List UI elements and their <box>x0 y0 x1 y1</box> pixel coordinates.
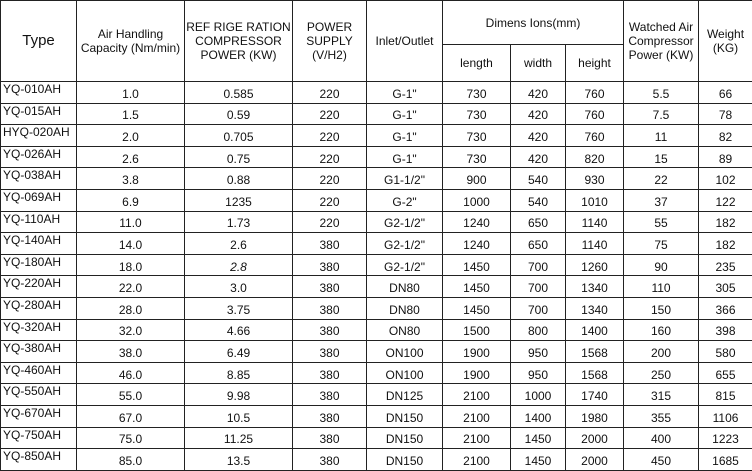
width-cell: 800 <box>511 319 566 341</box>
type-cell: HYQ-020AH <box>1 125 77 147</box>
weight-cell: 78 <box>699 103 752 125</box>
weight-cell: 580 <box>699 341 752 363</box>
watched-power-cell: 110 <box>624 276 699 298</box>
height-cell: 1400 <box>566 319 624 341</box>
ref-power-cell: 3.0 <box>185 276 293 298</box>
table-row <box>1 103 752 125</box>
weight-cell: 815 <box>699 384 752 406</box>
table-row <box>1 82 752 104</box>
capacity-cell: 6.9 <box>77 189 185 211</box>
width-cell: 950 <box>511 341 566 363</box>
length-cell: 730 <box>443 146 511 168</box>
header-watched-power: Watched Air Compressor Power (KW) <box>624 1 699 82</box>
width-cell: 420 <box>511 146 566 168</box>
power-supply-cell: 380 <box>293 233 367 255</box>
length-cell: 2100 <box>443 449 511 471</box>
table-row <box>1 319 752 341</box>
watched-power-cell: 7.5 <box>624 103 699 125</box>
height-cell: 820 <box>566 146 624 168</box>
power-supply-cell: 380 <box>293 449 367 471</box>
watched-power-cell: 315 <box>624 384 699 406</box>
length-cell: 730 <box>443 82 511 104</box>
table-row <box>1 362 752 384</box>
inlet-outlet-cell: DN150 <box>367 427 443 449</box>
height-cell: 1568 <box>566 362 624 384</box>
weight-cell: 398 <box>699 319 752 341</box>
length-cell: 900 <box>443 168 511 190</box>
power-supply-cell: 220 <box>293 211 367 233</box>
type-cell: YQ-069AH <box>1 189 77 211</box>
height-cell: 1740 <box>566 384 624 406</box>
capacity-cell: 38.0 <box>77 341 185 363</box>
height-cell: 1980 <box>566 405 624 427</box>
capacity-cell: 32.0 <box>77 319 185 341</box>
watched-power-cell: 15 <box>624 146 699 168</box>
watched-power-cell: 90 <box>624 254 699 276</box>
table-row <box>1 405 752 427</box>
height-cell: 760 <box>566 82 624 104</box>
type-cell: YQ-026AH <box>1 146 77 168</box>
type-cell: YQ-180AH <box>1 254 77 276</box>
watched-power-cell: 75 <box>624 233 699 255</box>
table-row <box>1 341 752 363</box>
height-cell: 1140 <box>566 211 624 233</box>
type-cell: YQ-110AH <box>1 211 77 233</box>
watched-power-cell: 200 <box>624 341 699 363</box>
capacity-cell: 85.0 <box>77 449 185 471</box>
type-cell: YQ-750AH <box>1 427 77 449</box>
width-cell: 420 <box>511 103 566 125</box>
width-cell: 700 <box>511 276 566 298</box>
width-cell: 1450 <box>511 449 566 471</box>
capacity-cell: 2.0 <box>77 125 185 147</box>
height-cell: 2000 <box>566 427 624 449</box>
capacity-cell: 14.0 <box>77 233 185 255</box>
type-cell: YQ-460AH <box>1 362 77 384</box>
inlet-outlet-cell: G-1" <box>367 82 443 104</box>
width-cell: 540 <box>511 168 566 190</box>
height-cell: 930 <box>566 168 624 190</box>
header-inlet-outlet: Inlet/Outlet <box>367 1 443 82</box>
ref-power-cell: 3.75 <box>185 297 293 319</box>
header-row-top <box>1 1 752 45</box>
width-cell: 950 <box>511 362 566 384</box>
inlet-outlet-cell: DN125 <box>367 384 443 406</box>
inlet-outlet-cell: DN80 <box>367 276 443 298</box>
inlet-outlet-cell: G2-1/2" <box>367 233 443 255</box>
type-cell: YQ-015AH <box>1 103 77 125</box>
height-cell: 1340 <box>566 297 624 319</box>
power-supply-cell: 220 <box>293 82 367 104</box>
length-cell: 730 <box>443 125 511 147</box>
length-cell: 1500 <box>443 319 511 341</box>
capacity-cell: 11.0 <box>77 211 185 233</box>
weight-cell: 66 <box>699 82 752 104</box>
weight-cell: 1685 <box>699 449 752 471</box>
weight-cell: 82 <box>699 125 752 147</box>
power-supply-cell: 380 <box>293 254 367 276</box>
table-row <box>1 276 752 298</box>
power-supply-cell: 380 <box>293 341 367 363</box>
power-supply-cell: 380 <box>293 276 367 298</box>
width-cell: 1000 <box>511 384 566 406</box>
table-row <box>1 233 752 255</box>
header-dimensions: Dimens Ions(mm) <box>443 1 624 45</box>
width-cell: 1450 <box>511 427 566 449</box>
power-supply-cell: 380 <box>293 362 367 384</box>
length-cell: 1450 <box>443 254 511 276</box>
header-width: width <box>511 45 566 82</box>
table-row <box>1 189 752 211</box>
capacity-cell: 22.0 <box>77 276 185 298</box>
watched-power-cell: 55 <box>624 211 699 233</box>
height-cell: 1340 <box>566 276 624 298</box>
length-cell: 2100 <box>443 427 511 449</box>
height-cell: 1140 <box>566 233 624 255</box>
height-cell: 760 <box>566 125 624 147</box>
weight-cell: 1106 <box>699 405 752 427</box>
table-row <box>1 168 752 190</box>
table-row <box>1 254 752 276</box>
capacity-cell: 75.0 <box>77 427 185 449</box>
capacity-cell: 1.5 <box>77 103 185 125</box>
type-cell: YQ-550AH <box>1 384 77 406</box>
weight-cell: 366 <box>699 297 752 319</box>
width-cell: 700 <box>511 254 566 276</box>
watched-power-cell: 22 <box>624 168 699 190</box>
capacity-cell: 46.0 <box>77 362 185 384</box>
power-supply-cell: 380 <box>293 427 367 449</box>
type-cell: YQ-320AH <box>1 319 77 341</box>
weight-cell: 89 <box>699 146 752 168</box>
ref-power-cell: 1235 <box>185 189 293 211</box>
inlet-outlet-cell: ON80 <box>367 319 443 341</box>
watched-power-cell: 11 <box>624 125 699 147</box>
inlet-outlet-cell: G-2" <box>367 189 443 211</box>
power-supply-cell: 220 <box>293 189 367 211</box>
ref-power-cell: 1.73 <box>185 211 293 233</box>
header-weight: Weight (KG) <box>699 1 752 82</box>
length-cell: 1000 <box>443 189 511 211</box>
length-cell: 2100 <box>443 405 511 427</box>
inlet-outlet-cell: G2-1/2" <box>367 254 443 276</box>
inlet-outlet-cell: ON100 <box>367 341 443 363</box>
ref-power-cell: 0.705 <box>185 125 293 147</box>
ref-power-cell: 6.49 <box>185 341 293 363</box>
width-cell: 700 <box>511 297 566 319</box>
weight-cell: 1223 <box>699 427 752 449</box>
length-cell: 1240 <box>443 233 511 255</box>
height-cell: 760 <box>566 103 624 125</box>
type-cell: YQ-280AH <box>1 297 77 319</box>
weight-cell: 235 <box>699 254 752 276</box>
header-type: Type <box>1 1 77 82</box>
header-height: height <box>566 45 624 82</box>
type-cell: YQ-850AH <box>1 449 77 471</box>
weight-cell: 182 <box>699 233 752 255</box>
table-row <box>1 427 752 449</box>
length-cell: 730 <box>443 103 511 125</box>
table-body <box>1 82 752 471</box>
ref-power-cell: 2.6 <box>185 233 293 255</box>
power-supply-cell: 220 <box>293 125 367 147</box>
length-cell: 1240 <box>443 211 511 233</box>
weight-cell: 655 <box>699 362 752 384</box>
weight-cell: 122 <box>699 189 752 211</box>
width-cell: 420 <box>511 125 566 147</box>
header-length: length <box>443 45 511 82</box>
table-row <box>1 146 752 168</box>
type-cell: YQ-038AH <box>1 168 77 190</box>
table-row <box>1 297 752 319</box>
header-power-supply: POWER SUPPLY (V/H2) <box>293 1 367 82</box>
watched-power-cell: 160 <box>624 319 699 341</box>
power-supply-cell: 380 <box>293 384 367 406</box>
length-cell: 1900 <box>443 362 511 384</box>
watched-power-cell: 5.5 <box>624 82 699 104</box>
type-cell: YQ-010AH <box>1 82 77 104</box>
ref-power-cell: 0.75 <box>185 146 293 168</box>
inlet-outlet-cell: G-1" <box>367 125 443 147</box>
ref-power-cell: 8.85 <box>185 362 293 384</box>
inlet-outlet-cell: G-1" <box>367 146 443 168</box>
height-cell: 1010 <box>566 189 624 211</box>
weight-cell: 102 <box>699 168 752 190</box>
height-cell: 1568 <box>566 341 624 363</box>
watched-power-cell: 150 <box>624 297 699 319</box>
width-cell: 650 <box>511 233 566 255</box>
inlet-outlet-cell: ON100 <box>367 362 443 384</box>
inlet-outlet-cell: G-1" <box>367 103 443 125</box>
width-cell: 420 <box>511 82 566 104</box>
ref-power-cell: 11.25 <box>185 427 293 449</box>
ref-power-cell: 9.98 <box>185 384 293 406</box>
table-row <box>1 449 752 471</box>
power-supply-cell: 380 <box>293 297 367 319</box>
width-cell: 1400 <box>511 405 566 427</box>
watched-power-cell: 355 <box>624 405 699 427</box>
watched-power-cell: 450 <box>624 449 699 471</box>
inlet-outlet-cell: DN150 <box>367 405 443 427</box>
type-cell: YQ-670AH <box>1 405 77 427</box>
length-cell: 1450 <box>443 276 511 298</box>
length-cell: 2100 <box>443 384 511 406</box>
table-row <box>1 125 752 147</box>
length-cell: 1450 <box>443 297 511 319</box>
ref-power-cell: 13.5 <box>185 449 293 471</box>
length-cell: 1900 <box>443 341 511 363</box>
ref-power-cell: 2.8 <box>185 254 293 276</box>
table-row <box>1 384 752 406</box>
inlet-outlet-cell: G2-1/2" <box>367 211 443 233</box>
width-cell: 650 <box>511 211 566 233</box>
type-cell: YQ-380AH <box>1 341 77 363</box>
capacity-cell: 1.0 <box>77 82 185 104</box>
height-cell: 1260 <box>566 254 624 276</box>
type-cell: YQ-220AH <box>1 276 77 298</box>
header-ref-power: REF RIGE RATION COMPRESSOR POWER (KW) <box>185 1 293 82</box>
ref-power-cell: 0.59 <box>185 103 293 125</box>
table-row <box>1 211 752 233</box>
power-supply-cell: 220 <box>293 103 367 125</box>
width-cell: 540 <box>511 189 566 211</box>
capacity-cell: 55.0 <box>77 384 185 406</box>
ref-power-cell: 4.66 <box>185 319 293 341</box>
weight-cell: 182 <box>699 211 752 233</box>
capacity-cell: 2.6 <box>77 146 185 168</box>
watched-power-cell: 250 <box>624 362 699 384</box>
weight-cell: 305 <box>699 276 752 298</box>
power-supply-cell: 380 <box>293 319 367 341</box>
capacity-cell: 67.0 <box>77 405 185 427</box>
capacity-cell: 28.0 <box>77 297 185 319</box>
ref-power-cell: 0.585 <box>185 82 293 104</box>
ref-power-cell: 10.5 <box>185 405 293 427</box>
watched-power-cell: 37 <box>624 189 699 211</box>
power-supply-cell: 220 <box>293 146 367 168</box>
ref-power-cell: 0.88 <box>185 168 293 190</box>
power-supply-cell: 220 <box>293 168 367 190</box>
capacity-cell: 3.8 <box>77 168 185 190</box>
inlet-outlet-cell: DN150 <box>367 449 443 471</box>
inlet-outlet-cell: DN80 <box>367 297 443 319</box>
type-cell: YQ-140AH <box>1 233 77 255</box>
capacity-cell: 18.0 <box>77 254 185 276</box>
power-supply-cell: 380 <box>293 405 367 427</box>
height-cell: 2000 <box>566 449 624 471</box>
inlet-outlet-cell: G1-1/2" <box>367 168 443 190</box>
watched-power-cell: 400 <box>624 427 699 449</box>
header-capacity: Air Handling Capacity (Nm/min) <box>77 1 185 82</box>
